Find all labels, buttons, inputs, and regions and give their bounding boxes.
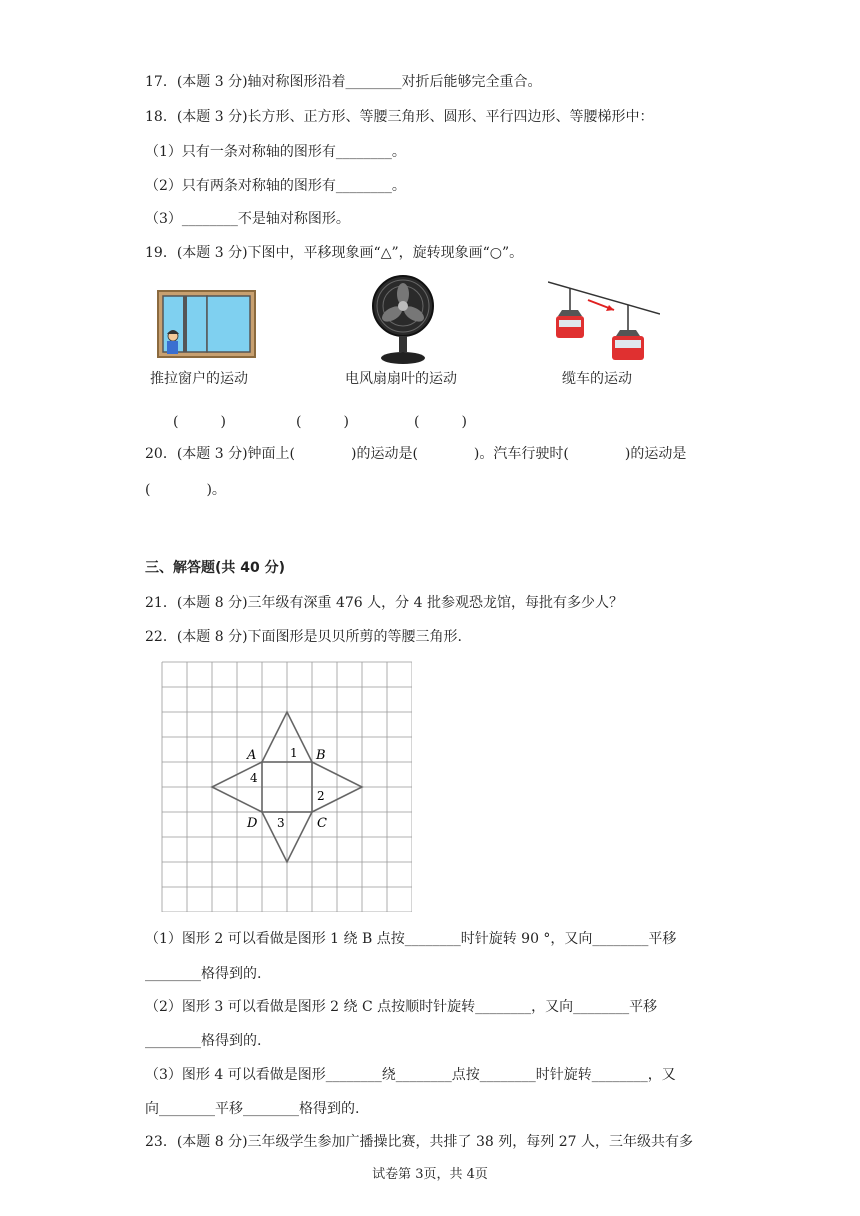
question-22-3a: （3）图形 4 可以看做是图形________绕________点按________时针旋转________，又 [145, 1067, 676, 1083]
question-22-1b: ________格得到的. [145, 966, 262, 982]
caption-cable-car: 缆车的运动 [562, 371, 632, 387]
caption-window: 推拉窗户的运动 [150, 371, 248, 387]
grid-figure [160, 660, 412, 912]
answer-paren-fan: ( ) [296, 414, 349, 430]
question-22-1a: （1）图形 2 可以看做是图形 1 绕 B 点按________时针旋转 90 °，又向________平移 [145, 931, 677, 947]
question-19: 19．(本题 3 分)下图中，平移现象画“△”，旋转现象画“○”。 [145, 245, 524, 261]
window-illustration [157, 290, 257, 360]
fan-illustration [370, 274, 436, 366]
page-footer: 试卷第 3页，共 4页 [372, 1167, 488, 1182]
question-18-1: （1）只有一条对称轴的图形有________。 [145, 144, 406, 160]
question-18-3: （3）________不是轴对称图形。 [145, 211, 350, 227]
label-D: D [247, 816, 258, 831]
section-3-heading: 三、解答题(共 40 分) [145, 560, 286, 576]
question-18: 18．(本题 3 分)长方形、正方形、等腰三角形、圆形、平行四边形、等腰梯形中： [145, 109, 654, 125]
answer-paren-window: ( ) [173, 414, 226, 430]
label-3: 3 [277, 816, 285, 830]
caption-fan: 电风扇扇叶的运动 [345, 371, 457, 387]
label-C: C [317, 816, 327, 831]
label-A: A [247, 748, 257, 763]
question-23: 23．(本题 8 分)三年级学生参加广播操比赛，共排了 38 列，每列 27 人，三年级共有多 [145, 1134, 693, 1150]
question-22: 22．(本题 8 分)下面图形是贝贝所剪的等腰三角形. [145, 629, 462, 645]
question-22-2b: ________格得到的. [145, 1033, 262, 1049]
cable-car-illustration [548, 278, 660, 362]
question-17: 17．(本题 3 分)轴对称图形沿着________对折后能够完全重合。 [145, 74, 542, 90]
label-4: 4 [250, 771, 258, 785]
question-18-2: （2）只有两条对称轴的图形有________。 [145, 178, 406, 194]
question-22-2a: （2）图形 3 可以看做是图形 2 绕 C 点按顺时针旋转________，又向________平移 [145, 999, 658, 1015]
question-21: 21．(本题 8 分)三年级有深重 476 人，分 4 批参观恐龙馆，每批有多少人？ [145, 595, 623, 611]
question-20: 20．(本题 3 分)钟面上( )的运动是( )。汽车行驶时( )的运动是 [145, 446, 687, 462]
question-22-3b: 向________平移________格得到的. [145, 1101, 360, 1117]
question-20-cont: ( )。 [145, 482, 226, 498]
label-2: 2 [317, 789, 325, 803]
label-B: B [316, 748, 326, 763]
answer-paren-cable-car: ( ) [414, 414, 467, 430]
label-1: 1 [290, 746, 298, 760]
